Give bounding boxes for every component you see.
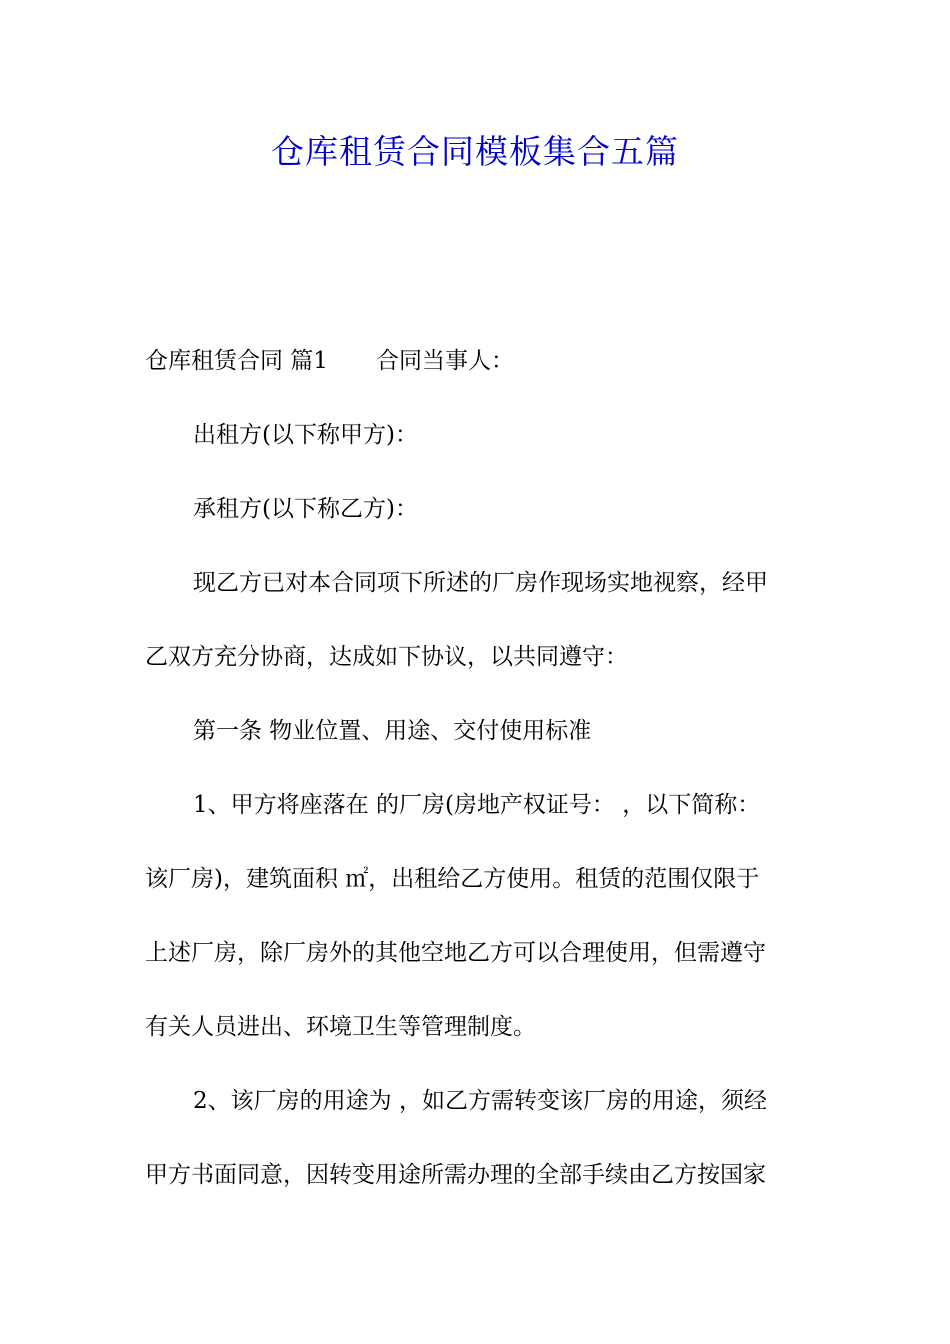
clause-2-line-2: 甲方书面同意，因转变用途所需办理的全部手续由乙方按国家 — [145, 1162, 766, 1188]
clause-2-line-1: 2、该厂房的用途为 ，如乙方需转变该厂房的用途，须经 — [193, 1088, 767, 1114]
heading-line — [145, 324, 810, 398]
part-label: 仓库租赁合同 篇1 — [145, 348, 328, 374]
article-1-title: 第一条 物业位置、用途、交付使用标准 — [193, 718, 592, 744]
clause-2-paragraph — [145, 1064, 810, 1212]
intro-paragraph — [145, 546, 810, 694]
document-title: 仓库租赁合同模板集合五篇 — [271, 132, 679, 171]
clause-1-paragraph — [145, 768, 810, 1064]
intro-line-2: 乙双方充分协商，达成如下协议，以共同遵守： — [145, 644, 628, 670]
lessor-line: 出租方(以下称甲方)： — [193, 422, 418, 448]
clause-1-line-1: 1、甲方将座落在 的厂房(房地产权证号： ，以下简称： — [193, 792, 761, 818]
parties-label: 合同当事人： — [375, 348, 514, 374]
lessee-line: 承租方(以下称乙方)： — [193, 496, 418, 522]
clause-1-line-2: 该厂房)，建筑面积 ㎡，出租给乙方使用。租赁的范围仅限于 — [145, 866, 760, 892]
clause-1-line-4: 有关人员进出、环境卫生等管理制度。 — [145, 1014, 536, 1040]
clause-1-line-3: 上述厂房，除厂房外的其他空地乙方可以合理使用，但需遵守 — [145, 940, 766, 966]
intro-line-1: 现乙方已对本合同项下所述的厂房作现场实地视察，经甲 — [193, 570, 768, 596]
